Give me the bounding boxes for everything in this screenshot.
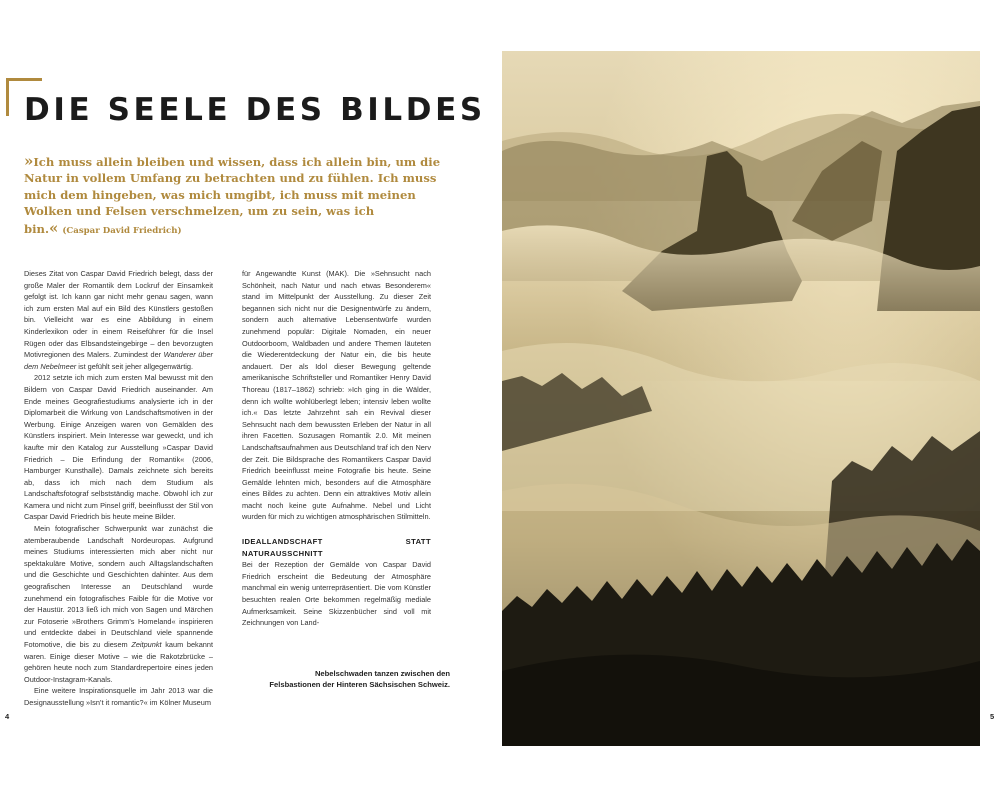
text-run: Eine weitere Inspirationsquelle im Jahr 2013 war die Designausstellung »Isn’t it romantic?« im Kölner Museum [24,686,213,707]
paragraph [24,523,213,685]
emphasis: Zeitpunkt [131,640,162,649]
paragraph [24,685,213,708]
paragraph: für Angewandte Kunst (MAK). Die »Sehnsucht nach Schönheit, nach Natur und nach etwas Besonderem« stand im Mittelpunkt der Ausstellung. Zu dieser Zeit begannen sich nicht nur die Designentwürfe zu ändern, sondern auch alternative Lebensentwürfe wurden zunehmend populär: Digitale Nomaden, ein neuer Outdoorboom, Waldbaden und andere Themen läuteten die Wiederentdeckung der Natur ein, die bis heute andauert. Der als Idol dieser Bewegung geltende amerikanische Schriftsteller und Romantiker Henry David Thoreau (1817–1862) schrieb: »Ich ging in die Wälder, denn ich wollte wohlüberlegt leben; intensiv leben wollte ich.« Das letzte Jahrzehnt sah ein Revival dieser Sehnsucht nach dem bewussten Erleben der Natur in all ihren Facetten. Sozusagen Romantik 2.0. Mit meinen Landschaftsaufnahmen aus Deutschland traf ich den Nerv der Zeit. Die Bildsprache des Romantikers Caspar David Friedrich beeinflusst meine Fotografie bis heute. Seine Gemälde lehnten mich, besonders auf die Atmosphäre eines Bildes zu achten. Denn ein attraktives Motiv allein macht noch keine gute Aufnahme. Nebel und Licht wurden für mich zu wichtigen atmosphärischen Stilmitteln. [242,269,432,522]
page-number-left: 4 [5,712,10,721]
paragraph [24,372,213,523]
body-column-right [242,268,431,629]
text-run: Mein fotografischer Schwerpunkt war zunächst die atemberaubende Landschaft Nordeuropas. Aufgrund meines Studiums interessierten mich aber nicht nur spektakuläre Motive, sondern auch Alltagslandschaften und die Geschichte und Geschichten dahinter. Aus dem geografischen Interesse an Deutschland wurde zunehmend ein fotografisches Faible für die Motive vor der Haustür. 2013 ließ ich mich von Sagen und Märchen zur Fotoserie »Brothers Grimm’s Homeland« inspirieren und entdeckte dabei in Deutschland viele spannende Fotomotive, die bis zu diesem [24,524,213,649]
text-run: kaum bekannt waren. Einige dieser Motive – wie die Rakotzbrücke – gehören heute noch zum Standardrepertoire eines jeden Outdoor-Instagram-Kanals. [24,640,213,684]
quote-text: Ich muss allein bleiben und wissen, dass ich allein bin, um die Natur in vollem Umfang zu betrachten und zu fühlen. Ich muss mich dem hingeben, was mich umgibt, ich muss mit meinen Wolken und Felsen verschmelzen, um zu sein, was ich bin. [24,155,441,236]
quote-open-mark: » [24,152,34,170]
page-number-right: 5 [990,712,995,721]
photo-caption: Nebelschwaden tanzen zwischen den Felsbastionen der Hinteren Sächsischen Schweiz. [269,669,450,690]
quote-close-mark: « [48,218,59,237]
paragraph: Bei der Rezeption der Gemälde von Caspar David Friedrich erscheint die Bedeutung der Atmosphäre manchmal ein wenig unterrepräsentiert. Die vom Künstler besuchten realen Orte bekommen regelmäßig mediale Aufmerksamkeit. Seine Skizzenbücher sind voll mit Zeichnungen von Land- [242,560,431,628]
text-run: ist gefühlt seit jeher allgegenwärtig. [76,361,194,371]
quote-attribution: (Caspar David Friedrich) [62,225,182,236]
paragraph [24,268,213,372]
body-column-left [24,268,213,709]
page-title: DIE SEELE DES BILDES [24,92,486,128]
text-run: 2012 setzte ich mich zum ersten Mal bewusst mit den Bildern von Caspar David Friedrich auseinander. Am Ende meines Geografiestudiums analysierte ich in der Diplomarbeit die Wirkung von Landschaftsmotiven in der Werbung. Einige Anzeigen waren von Gemälden des Künstlers inspiriert. Mein Interesse war geweckt, und ich kaufte mir den Katalog zur Ausstellung »Caspar David Friedrich – Die Erfindung der Romantik« (2006, Hamburger Kunsthalle). Damals zeichnete sich bereits ab, dass ich mich nach dem Studium als Landschaftsfotograf selbstständig mache. Obwohl ich zur Kamera und nicht zum Pinsel griff, beeinflusst der Stil von Caspar David Friedrich bis heute meine Bilder. [24,373,213,522]
artwork-title: Wanderer über dem Nebelmeer [24,350,213,371]
pull-quote [24,153,444,239]
foggy-rock-landscape-photo [502,51,980,746]
text-run: Dieses Zitat von Caspar David Friedrich belegt, dass der große Maler der Romantik dem Lockruf der Einsamkeit gefolgt ist. Ich kann gar nicht mehr genau sagen, wann ich zum ersten Mal auf ein Bild des Künstlers gestoßen bin. Vielleicht war es eine Abbildung in einem Kinderlexikon oder in einem Reiseführer für die Insel Rügen oder das Elbsandsteingebirge – den bevorzugten Motivregionen des Malers. Zumindest der [24,269,213,360]
section-heading: IDEALLANDSCHAFT STATT NATURAUSSCHNITT [242,537,431,558]
